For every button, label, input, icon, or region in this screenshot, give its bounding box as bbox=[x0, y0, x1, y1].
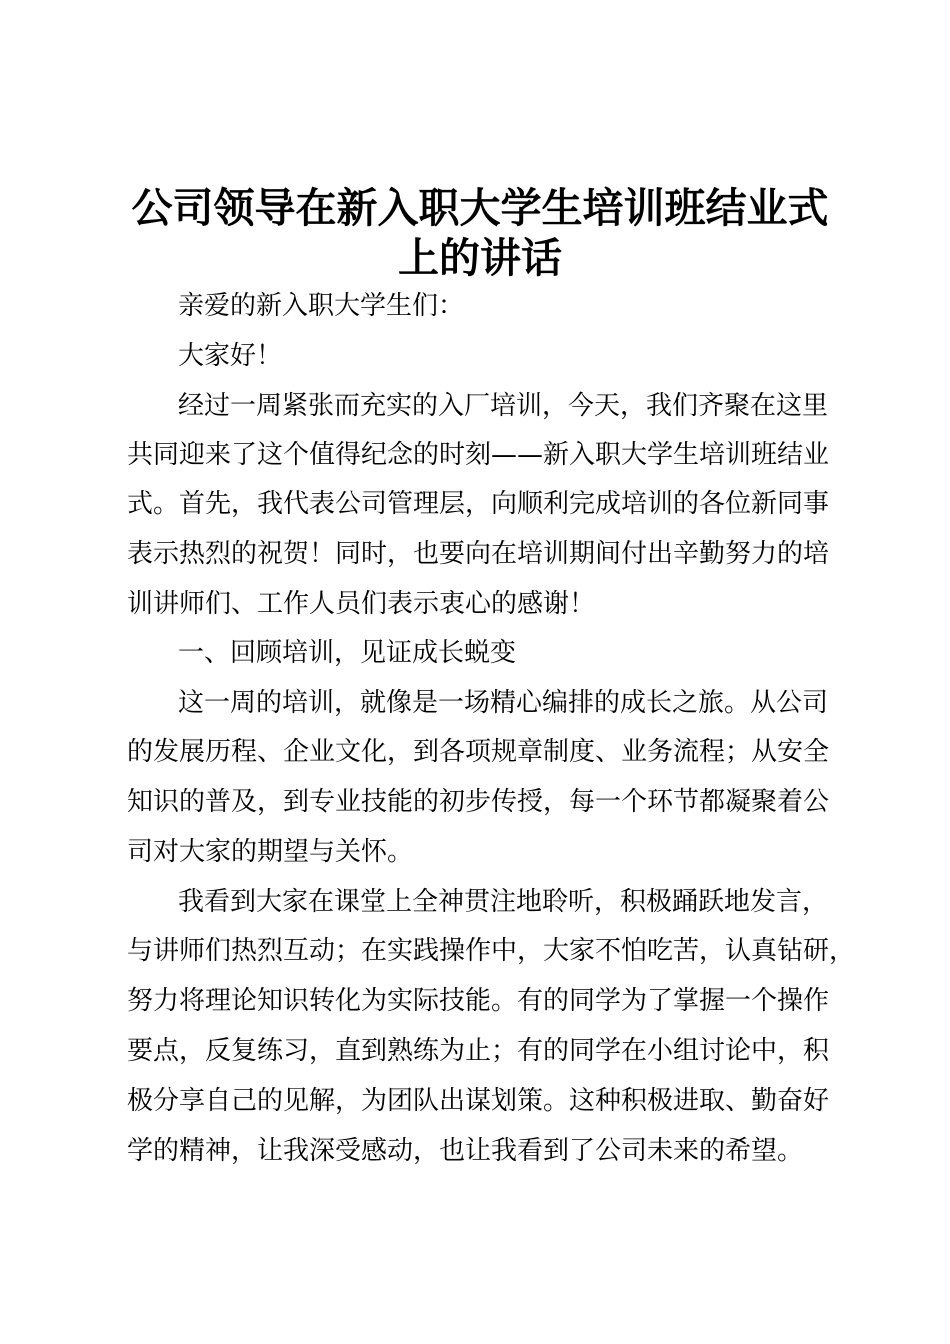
paragraph-1-line-3: 式。首先，我代表公司管理层，向顺利完成培训的各位新同事 bbox=[127, 489, 830, 519]
paragraph-2-line-1: 这一周的培训，就像是一场精心编排的成长之旅。从公司 bbox=[178, 688, 829, 718]
paragraph-1-line-5: 训讲师们、工作人员们表示衷心的感谢！ bbox=[127, 589, 596, 619]
document-title-line-1: 公司领导在新入职大学生培训班结业式 bbox=[131, 184, 829, 232]
paragraph-3-line-3: 努力将理论知识转化为实际技能。有的同学为了掌握一个操作 bbox=[127, 986, 830, 1016]
paragraph-2-line-2: 的发展历程、企业文化，到各项规章制度、业务流程；从安全 bbox=[127, 737, 830, 767]
paragraph-3-line-2: 与讲师们热烈互动；在实践操作中，大家不怕吃苦，认真钻研， bbox=[127, 936, 856, 966]
paragraph-2-line-3: 知识的普及，到专业技能的初步传授，每一个环节都凝聚着公 bbox=[127, 787, 830, 817]
document-title-line-2: 上的讲话 bbox=[398, 234, 562, 282]
greeting: 大家好！ bbox=[178, 341, 283, 371]
salutation: 亲爱的新入职大学生们： bbox=[178, 291, 465, 321]
section-1-heading: 一、回顾培训，见证成长蜕变 bbox=[178, 638, 517, 668]
paragraph-3-line-6: 学的精神，让我深受感动，也让我看到了公司未来的希望。 bbox=[127, 1136, 804, 1166]
paragraph-1-line-1: 经过一周紧张而充实的入厂培训，今天，我们齐聚在这里 bbox=[178, 391, 829, 421]
paragraph-1-line-2: 共同迎来了这个值得纪念的时刻——新入职大学生培训班结业 bbox=[127, 440, 830, 470]
paragraph-3-line-4: 要点，反复练习，直到熟练为止；有的同学在小组讨论中，积 bbox=[127, 1036, 830, 1066]
paragraph-3-line-1: 我看到大家在课堂上全神贯注地聆听，积极踊跃地发言， bbox=[178, 887, 829, 917]
paragraph-1-line-4: 表示热烈的祝贺！同时，也要向在培训期间付出辛勤努力的培 bbox=[127, 539, 830, 569]
paragraph-2-line-4: 司对大家的期望与关怀。 bbox=[127, 837, 414, 867]
paragraph-3-line-5: 极分享自己的见解，为团队出谋划策。这种积极进取、勤奋好 bbox=[127, 1086, 830, 1116]
